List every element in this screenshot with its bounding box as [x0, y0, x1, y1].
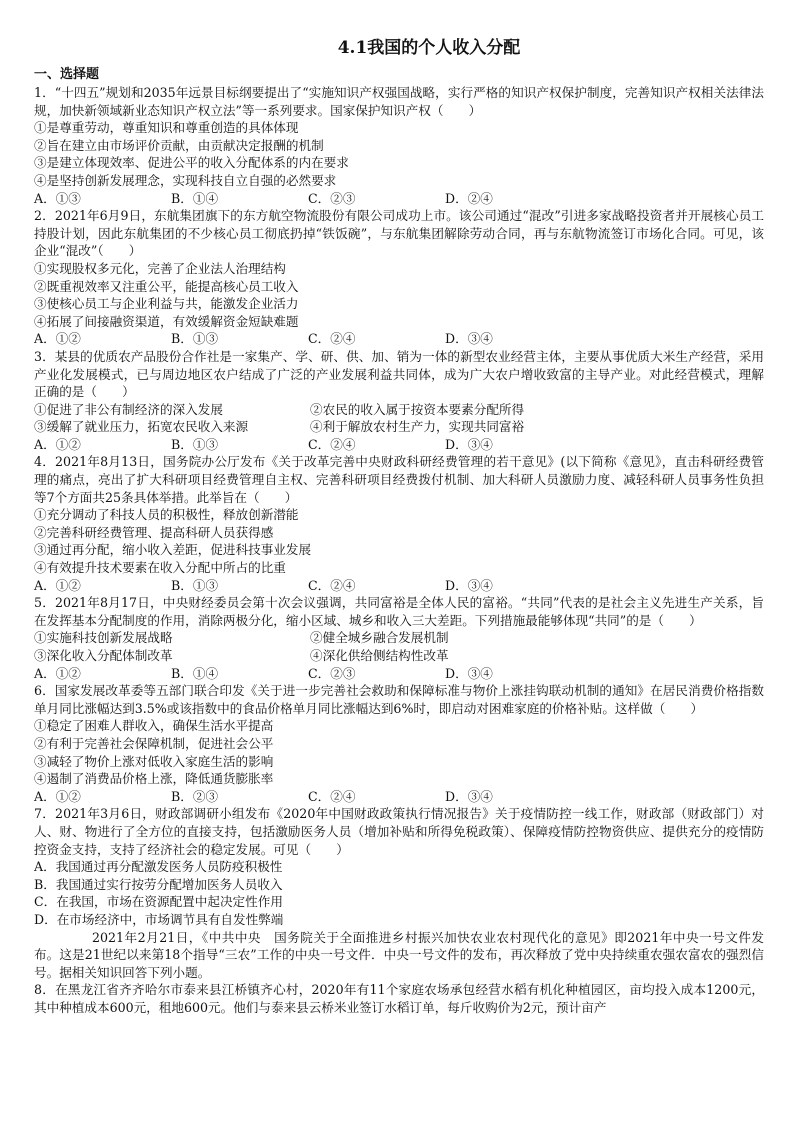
choice-b: B．①③ — [171, 331, 219, 347]
choice-b: B．①④ — [171, 190, 219, 206]
option: ②农民的收入属于按资本要素分配所得 — [310, 401, 525, 417]
answer-choices — [34, 788, 764, 806]
option: ①是尊重劳动，尊重知识和尊重创造的具体体现 — [34, 120, 299, 136]
question-stem: 7．2021年3月6日，财政部调研小组发布《2020年中国财政政策执行情况报告》关于疫情防控一线工作，财政部（财政部门）对人、财、物进行了全方位的直接支持，包括激励医务人员（增加补贴和所得免税政策）、保障疫情防控物资供应、提供充分的疫情防控资金支持，支持了经济社会的稳定发展。可见（ ） — [34, 806, 764, 857]
choice-a: A．①② — [34, 665, 81, 681]
option-row — [34, 647, 764, 665]
question-2 — [34, 207, 764, 348]
option: ②健全城乡融合发展机制 — [310, 630, 449, 646]
section-heading: 一、选择题 — [34, 67, 100, 82]
choice-c: C．②④ — [308, 331, 356, 347]
question-stem: 5．2021年8月17日，中央财经委员会第十次会议强调，共同富裕是全体人民的富裕。“共同”代表的是社会主义先进生产关系，旨在发挥基本分配制度的作用，消除两极分化，缩小区域、城乡和收入三大差距。下列措施最能够体现“共同”的是（ ） — [34, 595, 764, 628]
option: ③减轻了物价上涨对低收入家庭生活的影响 — [34, 753, 274, 769]
option: ③深化收入分配体制改革 — [34, 648, 173, 663]
option: ②有利于完善社会保障机制，促进社会公平 — [34, 735, 274, 751]
option: ①稳定了困难人群收入，确保生活水平提高 — [34, 718, 274, 734]
option: ③是建立体现效率、促进公平的收入分配体系的内在要求 — [34, 155, 349, 171]
option-row — [34, 629, 764, 647]
question-6 — [34, 682, 764, 805]
choice-b: B．①④ — [171, 665, 219, 681]
option: ②旨在建立由市场评价贡献，由贡献决定报酬的机制 — [34, 137, 324, 153]
option: ④是坚持创新发展理念，实现科技自立自强的必然要求 — [34, 172, 337, 188]
question-5 — [34, 594, 764, 682]
option: ②完善科研经费管理、提高科研人员获得感 — [34, 524, 274, 540]
option: ④有效提升技术要素在收入分配中所占的比重 — [34, 560, 286, 576]
choice-c: C．②④ — [308, 577, 356, 593]
option: ①实施科技创新发展战略 — [34, 630, 173, 646]
option: C．在我国，市场在资源配置中起决定性作用 — [34, 894, 283, 910]
option: ③缓解了就业压力，拓宽农民收入来源 — [34, 419, 249, 435]
choice-c: C．②④ — [308, 788, 356, 804]
option: B．我国通过实行按劳分配增加医务人员收入 — [34, 876, 283, 892]
choice-b: B．①③ — [171, 436, 219, 452]
choice-d: D．②④ — [445, 190, 493, 206]
option: D．在市场经济中，市场调节具有自发性弊端 — [34, 911, 284, 927]
choice-d: D．③④ — [445, 665, 493, 681]
option: ④遏制了消费品价格上涨，降低通货膨胀率 — [34, 771, 274, 787]
choice-c: C．②④ — [308, 436, 356, 452]
option: ①充分调动了科技人员的积极性，释放创新潜能 — [34, 507, 299, 523]
choice-d: D．③④ — [445, 331, 493, 347]
option: ①实现股权多元化，完善了企业法人治理结构 — [34, 260, 286, 276]
question-stem: 4．2021年8月13日，国务院办公厅发布《关于改革完善中央财政科研经费管理的若干意见》(以下简称《意见》，直击科研经费管理的痛点，亮出了扩大科研项目经费管理自主权、完善科研项目经费拨付机制、加大科研人员激励力度、减轻科研人员事务性负担等7个方面共25条具体举措。此举旨在（ ） — [34, 454, 764, 505]
question-7 — [34, 805, 764, 928]
question-stem: 6．国家发展改革委等五部门联合印发《关于进一步完善社会救助和保障标准与物价上涨挂钩联动机制的通知》在居民消费价格指数单月同比涨幅达到3.5%或该指数中的食品价格单月同比涨幅达到6%时，即启动对困难家庭的价格补贴。这样做（ ） — [34, 683, 764, 716]
question-stem: 2．2021年6月9日，东航集团旗下的东方航空物流股份有限公司成功上市。该公司通过“混改”引进多家战略投资者并开展核心员工持股计划，因此东航集团的不少核心员工彻底扔掉“铁饭碗”，与东航集团解除劳动合同，再与东航物流签订市场化合同。可见，该企业“混改”（ ） — [34, 208, 764, 259]
option: ③使核心员工与企业利益与共，能激发企业活力 — [34, 296, 299, 312]
option: ②既重视效率又注重公平，能提高核心员工收入 — [34, 278, 299, 294]
answer-choices — [34, 190, 764, 208]
reading-passage: 2021年2月21日，《中共中央 国务院关于全面推进乡村振兴加快农业农村现代化的意见》即2021年中央一号文件发布。这是21世纪以来第18个指导“三农”工作的中央一号文件．中央一号文件的发布，再次释放了党中央持续重农强农富农的强烈信号。据相关知识回答下列小题。 — [34, 929, 764, 980]
question-stem: 3．某县的优质农产品股份合作社是一家集产、学、研、供、加、销为一体的新型农业经营主体，主要从事优质大米生产经营，采用产业化发展模式，已与周边地区农户结成了广泛的产业发展利益共同体，成为广大农户增收致富的主导产业。对此经营模式，理解正确的是（ ） — [34, 348, 764, 400]
choice-b: B．②③ — [171, 788, 219, 804]
answer-choices — [34, 665, 764, 683]
option-row — [34, 401, 764, 419]
choice-d: D．③④ — [445, 436, 493, 452]
question-stem: 1．“十四五”规划和2035年远景目标纲要提出了“实施知识产权强国战略，实行严格的知识产权保护制度，完善知识产权相关法律法规，加快新领域新业态知识产权立法”等一系列要求。国家保护知识产权（ ） — [34, 85, 764, 118]
choice-d: D．③④ — [445, 577, 493, 593]
question-3 — [34, 348, 764, 454]
question-4 — [34, 453, 764, 594]
question-8-stem: 8．在黑龙江省齐齐哈尔市泰来县江桥镇齐心村，2020年有11个家庭农场承包经营水稻有机化种植园区，亩均投入成本1200元，其中种植成本600元，租地600元。他们与泰来县云桥米业签订水稻订单，每斤收购价为2元，预计亩产 — [34, 982, 764, 1015]
choice-c: C．②③ — [308, 665, 356, 681]
option: A．我国通过再分配激发医务人员防疫积极性 — [34, 859, 283, 875]
choice-a: A．①② — [34, 436, 81, 452]
page-title: 4.1我国的个人收入分配 — [337, 38, 521, 58]
answer-choices — [34, 577, 764, 595]
option: ④深化供给侧结构性改革 — [310, 648, 449, 663]
question-1 — [34, 84, 764, 207]
choice-a: A．①② — [34, 577, 81, 593]
choice-c: C．②③ — [308, 190, 356, 206]
option: ①促进了非公有制经济的深入发展 — [34, 401, 223, 417]
choice-a: A．①② — [34, 788, 81, 804]
choice-a: A．①② — [34, 331, 81, 347]
option: ④拓展了间接融资渠道，有效缓解资金短缺难题 — [34, 313, 299, 329]
answer-choices — [34, 436, 764, 454]
choice-b: B．①③ — [171, 577, 219, 593]
choice-a: A．①③ — [34, 190, 81, 206]
answer-choices — [34, 330, 764, 348]
option: ③通过再分配，缩小收入差距，促进科技事业发展 — [34, 542, 312, 558]
document-page — [34, 36, 764, 1016]
choice-d: D．③④ — [445, 788, 493, 804]
option-row — [34, 418, 764, 436]
option: ④利于解放农村生产力，实现共同富裕 — [310, 419, 525, 435]
